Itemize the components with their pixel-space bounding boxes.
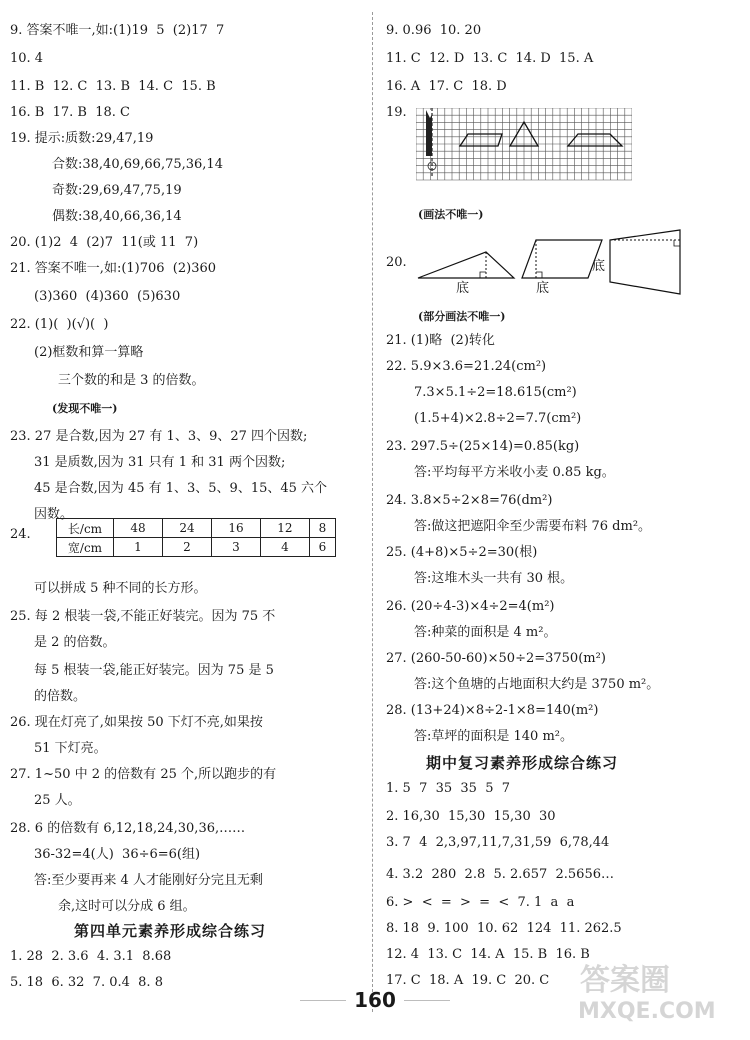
answer-line: 因数。	[34, 507, 74, 522]
note-line: (部分画法不唯一)	[418, 310, 506, 323]
answer-line: 31 是质数,因为 31 只有 1 和 31 两个因数;	[34, 455, 286, 470]
answer-line: 22. (1)( )(√)( )	[10, 317, 109, 332]
answer-line: 答:平均每平方米收小麦 0.85 kg。	[414, 465, 615, 480]
answer-line: 的倍数。	[34, 689, 87, 704]
table-row	[57, 519, 336, 538]
answer-line: 合数:38,40,69,66,75,36,14	[52, 157, 223, 172]
table-cell: 8	[309, 519, 335, 538]
answer-line: (2)框数和算一算略	[34, 345, 144, 360]
answer-line: 是 2 的倍数。	[34, 635, 116, 650]
question-number: 20.	[386, 255, 407, 270]
answer-line: 10. 4	[10, 51, 44, 66]
answer-line: 11. B 12. C 13. B 14. C 15. B	[10, 79, 216, 94]
answer-line: 三个数的和是 3 的倍数。	[58, 373, 205, 388]
dimension-table	[56, 518, 336, 557]
answer-line: 答:这堆木头一共有 30 根。	[414, 571, 574, 586]
answer-line: 19. 提示:质数:29,47,19	[10, 131, 154, 146]
table-cell: 宽/cm	[57, 538, 114, 557]
watermark-text: 答案圈	[580, 963, 670, 998]
answer-line: 11. C 12. D 13. C 14. D 15. A	[386, 51, 594, 66]
answer-line: 5. 18 6. 32 7. 0.4 8. 8	[10, 975, 163, 990]
base-label: 底	[456, 281, 470, 296]
answer-line: 27. (260-50-60)×50÷2=3750(m²)	[386, 651, 606, 666]
answer-line: 6. > < = > = < 7. 1 a a	[386, 895, 575, 910]
answer-line: 25. (4+8)×5÷2=30(根)	[386, 545, 538, 560]
answer-line: 28. 6 的倍数有 6,12,18,24,30,36,……	[10, 821, 246, 836]
answer-line: 9. 0.96 10. 20	[386, 23, 482, 38]
answer-line: 17. C 18. A 19. C 20. C	[386, 973, 550, 988]
table-cell: 48	[114, 519, 163, 538]
answer-line: 25. 每 2 根装一袋,不能正好装完。因为 75 不	[10, 609, 276, 624]
answer-line: 27. 1~50 中 2 的倍数有 25 个,所以跑步的有	[10, 767, 277, 782]
answer-line: 45 是合数,因为 45 有 1、3、5、9、15、45 六个	[34, 481, 328, 496]
answer-line: 26. (20÷4-3)×4÷2=4(m²)	[386, 599, 555, 614]
table-cell: 4	[260, 538, 309, 557]
question-number: 24.	[10, 527, 31, 542]
answer-line: 答:草坪的面积是 140 m²。	[414, 729, 573, 744]
answer-line: (3)360 (4)360 (5)630	[34, 289, 181, 304]
answer-line: 答:这个鱼塘的占地面积大约是 3750 m²。	[414, 677, 660, 692]
answer-line: 16. B 17. B 18. C	[10, 105, 131, 120]
table-cell: 1	[114, 538, 163, 557]
base-label: 底	[536, 281, 550, 296]
watermark-text: MXQE.COM	[578, 999, 716, 1024]
answer-line: 16. A 17. C 18. D	[386, 79, 507, 94]
answer-line: 1. 28 2. 3.6 4. 3.1 8.68	[10, 949, 172, 964]
table-row	[57, 538, 336, 557]
answer-line: 25 人。	[34, 793, 81, 808]
answer-line: 9. 答案不唯一,如:(1)19 5 (2)17 7	[10, 23, 225, 38]
answer-line: 51 下灯亮。	[34, 741, 107, 756]
answer-line: 4. 3.2 280 2.8 5. 2.657 2.5656…	[386, 867, 614, 882]
table-cell: 16	[211, 519, 260, 538]
answer-line: 8. 18 9. 100 10. 62 124 11. 262.5	[386, 921, 622, 936]
question-number: 19.	[386, 105, 407, 120]
answer-line: 答:种菜的面积是 4 m²。	[414, 625, 557, 640]
answer-line: 余,这时可以分成 6 组。	[58, 899, 196, 914]
answer-line: 24. 3.8×5÷2×8=76(dm²)	[386, 493, 553, 508]
answer-line: 3. 7 4 2,3,97,11,7,31,59 6,78,44	[386, 835, 610, 850]
answer-line: 26. 现在灯亮了,如果按 50 下灯不亮,如果按	[10, 715, 263, 730]
trapezoid-figure	[608, 228, 682, 296]
answer-line: 1. 5 7 35 35 5 7	[386, 781, 511, 796]
table-cell: 2	[162, 538, 211, 557]
answer-line: 可以拼成 5 种不同的长方形。	[34, 581, 207, 596]
note-line: (发现不唯一)	[52, 402, 118, 415]
column-divider	[372, 12, 373, 1012]
answer-line: 21. 答案不唯一,如:(1)706 (2)360	[10, 261, 217, 276]
table-cell: 3	[211, 538, 260, 557]
answer-line: 每 5 根装一袋,能正好装完。因为 75 是 5	[34, 663, 274, 678]
note-line: (画法不唯一)	[418, 208, 484, 221]
answer-line: 28. (13+24)×8÷2-1×8=140(m²)	[386, 703, 599, 718]
answer-line: 12. 4 13. C 14. A 15. B 16. B	[386, 947, 590, 962]
table-cell: 12	[260, 519, 309, 538]
answer-line: (1.5+4)×2.8÷2=7.7(cm²)	[414, 411, 582, 426]
answer-line: 22. 5.9×3.6=21.24(cm²)	[386, 359, 547, 374]
answer-line: 2. 16,30 15,30 15,30 30	[386, 809, 556, 824]
table-cell: 24	[162, 519, 211, 538]
answer-line: 20. (1)2 4 (2)7 11(或 11 7)	[10, 235, 199, 250]
answer-line: 36-32=4(人) 36÷6=6(组)	[34, 847, 201, 862]
answer-line: 答:做这把遮阳伞至少需要布料 76 dm²。	[414, 519, 652, 534]
answer-line: 奇数:29,69,47,75,19	[52, 183, 182, 198]
grid-drawing-figure	[416, 108, 632, 194]
section-heading: 期中复习素养形成综合练习	[426, 754, 619, 772]
table-cell: 长/cm	[57, 519, 114, 538]
answer-line: 23. 27 是合数,因为 27 有 1、3、9、27 四个因数;	[10, 429, 308, 444]
answer-line: 23. 297.5÷(25×14)=0.85(kg)	[386, 439, 580, 454]
answer-line: 7.3×5.1÷2=18.615(cm²)	[414, 385, 577, 400]
section-heading: 第四单元素养形成综合练习	[74, 922, 267, 940]
answer-line: 答:至少要再来 4 人才能刚好分完且无剩	[34, 873, 263, 888]
table-cell: 6	[309, 538, 335, 557]
base-label: 底	[592, 259, 606, 274]
watermark-logo	[570, 955, 740, 1035]
page-number: 160	[354, 988, 396, 1012]
answer-line: 21. (1)略 (2)转化	[386, 333, 495, 348]
answer-line: 偶数:38,40,66,36,14	[52, 209, 182, 224]
